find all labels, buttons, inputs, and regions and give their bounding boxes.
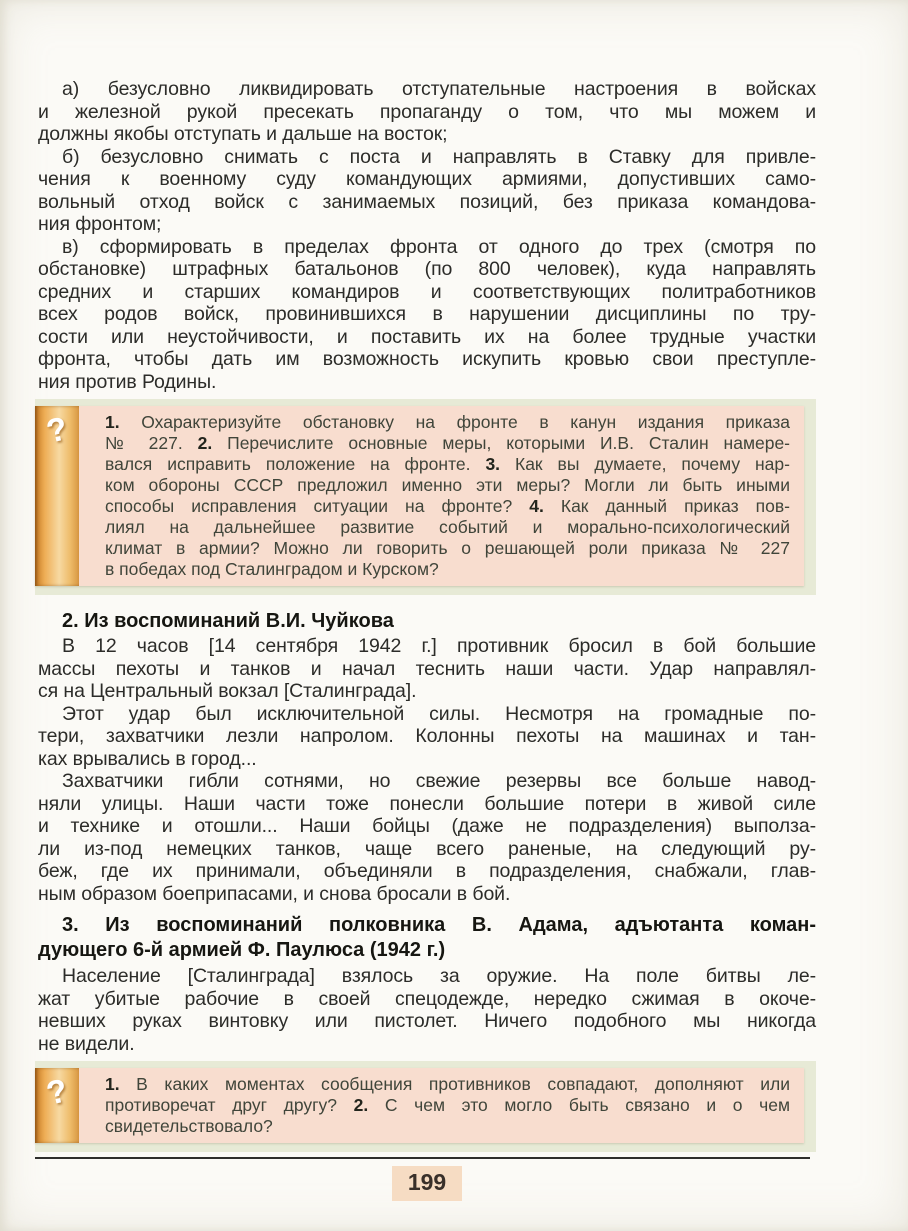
chuikov-paragraph-1 xyxy=(38,635,816,703)
text-line: 3. Из воспоминаний полковника В. Адама, адъютанта коман- xyxy=(62,914,816,936)
text-line: климат в армии? Можно ли говорить о решающей роли приказа № 227 xyxy=(105,538,790,558)
text-line: беж, где их принимали, объединяли в подразделения, снабжали, глав- xyxy=(38,860,816,882)
text-line: и железной рукой пресекать пропаганду о том, что мы можем и xyxy=(38,100,816,123)
page-number: 199 xyxy=(392,1166,462,1201)
text-line: ния фронтом; xyxy=(38,213,162,235)
text-line: а) безусловно ликвидировать отступательные настроения в войсках xyxy=(62,78,816,100)
chuikov-paragraph-2 xyxy=(38,703,816,771)
order-item-a-paragraph xyxy=(38,78,816,146)
text-line: обстановке) штрафных батальонов (по 800 человек), куда направлять xyxy=(38,258,816,280)
text-line: дующего 6-й армией Ф. Паулюса (1942 г.) xyxy=(38,939,446,961)
text-line: вольный отход войск с занимаемых позиций, без приказа командова- xyxy=(38,190,816,213)
text-line: массы пехоты и танков и начал теснить наши части. Удар направлял- xyxy=(38,657,816,680)
text-line: невших руках винтовку или пистолет. Ничего подобного мы никогда xyxy=(38,1010,816,1032)
question-mark-icon: ? xyxy=(42,409,71,450)
question-mark-icon: ? xyxy=(42,1071,71,1112)
question-box-2 xyxy=(35,1068,804,1143)
section-heading-adam xyxy=(38,913,816,963)
text-line: 1. Охарактеризуйте обстановку на фронте в канун издания приказа xyxy=(105,412,790,432)
text-line: В 12 часов [14 сентября 1942 г.] противник бросил в бой большие xyxy=(62,635,816,657)
page-number-row xyxy=(38,1166,816,1201)
text-line: тери, захватчики лезли напролом. Колонны пехоты на машинах и тан- xyxy=(38,725,816,747)
question-box-2-halo xyxy=(35,1061,816,1152)
order-item-b-paragraph xyxy=(38,146,816,236)
text-line: 2. Из воспоминаний В.И. Чуйкова xyxy=(62,610,394,632)
text-line: жат убитые рабочие в своей спецодежде, нередко сжимая в окоче- xyxy=(38,987,816,1010)
question-box-1 xyxy=(35,406,804,586)
text-line: чения к военному суду командующих армиями, допустивших само- xyxy=(38,168,816,190)
question-box-1-halo xyxy=(35,399,816,595)
text-line: вался исправить положение на фронте. 3. Как вы думаете, почему нар- xyxy=(105,454,790,474)
text-line: ли из-под немецких танков, чаще всего раненые, на следующий ру- xyxy=(38,837,816,860)
text-line: в) сформировать в пределах фронта от одного до трех (смотря по xyxy=(62,235,816,258)
text-line: способы исправления ситуации на фронте? 4. Как данный приказ пов- xyxy=(105,496,790,516)
chuikov-paragraph-3 xyxy=(38,770,816,905)
text-line: Захватчики гибли сотнями, но свежие резервы все больше навод- xyxy=(62,770,816,792)
text-line: сости или неустойчивости, и поставить их на более трудные участки xyxy=(38,325,816,348)
text-line: ния против Родины. xyxy=(38,370,217,393)
text-line: средних и старших командиров и соответствующих политработников xyxy=(38,280,816,303)
text-line: всех родов войск, провинившихся в нарушении дисциплины по тру- xyxy=(38,303,816,325)
question-box-2-text xyxy=(79,1068,804,1143)
text-line: в победах под Сталинградом и Курском? xyxy=(105,559,439,579)
text-line: ным образом боеприпасами, и снова бросали в бой. xyxy=(38,882,511,905)
footer-divider xyxy=(35,1157,810,1159)
adam-paragraph-1 xyxy=(38,965,816,1055)
question-box-1-text xyxy=(79,406,804,586)
text-line: должны якобы отступать и дальше на восток; xyxy=(38,123,448,145)
text-column xyxy=(38,78,816,1201)
question-box-strip xyxy=(35,406,79,586)
text-line: лиял на дальнейшее развитие событий и морально-психологический xyxy=(105,517,790,537)
text-line: ком обороны СССР предложил именно эти меры? Могли ли быть иными xyxy=(105,475,790,495)
text-line: Население [Сталинграда] взялось за оружие. На поле битвы ле- xyxy=(62,965,816,987)
text-line: б) безусловно снимать с поста и направлять в Ставку для привле- xyxy=(62,145,816,168)
text-line: фронта, чтобы дать им возможность искупить кровью свои преступле- xyxy=(38,348,816,370)
text-line: Этот удар был исключительной силы. Несмотря на громадные по- xyxy=(62,702,816,725)
text-line: не видели. xyxy=(38,1032,135,1055)
text-line: ся на Центральный вокзал [Сталинграда]. xyxy=(38,680,417,702)
order-item-v-paragraph xyxy=(38,236,816,394)
section-heading-chuikov xyxy=(38,609,816,633)
text-line: противоречат друг другу? 2. С чем это могло быть связано и о чем xyxy=(105,1095,790,1115)
text-line: 1. В каких моментах сообщения противников совпадают, дополняют или xyxy=(105,1074,790,1094)
text-line: № 227. 2. Перечислите основные меры, которыми И.В. Сталин намере- xyxy=(105,433,791,453)
text-line: и технике и отошли... Наши бойцы (даже не подразделения) выполза- xyxy=(38,815,816,837)
question-box-strip xyxy=(35,1068,79,1143)
text-line: ках врывались в город... xyxy=(38,747,257,770)
text-line: няли улицы. Наши части тоже понесли большие потери в живой силе xyxy=(38,792,816,815)
text-line: свидетельствовало? xyxy=(105,1116,273,1136)
